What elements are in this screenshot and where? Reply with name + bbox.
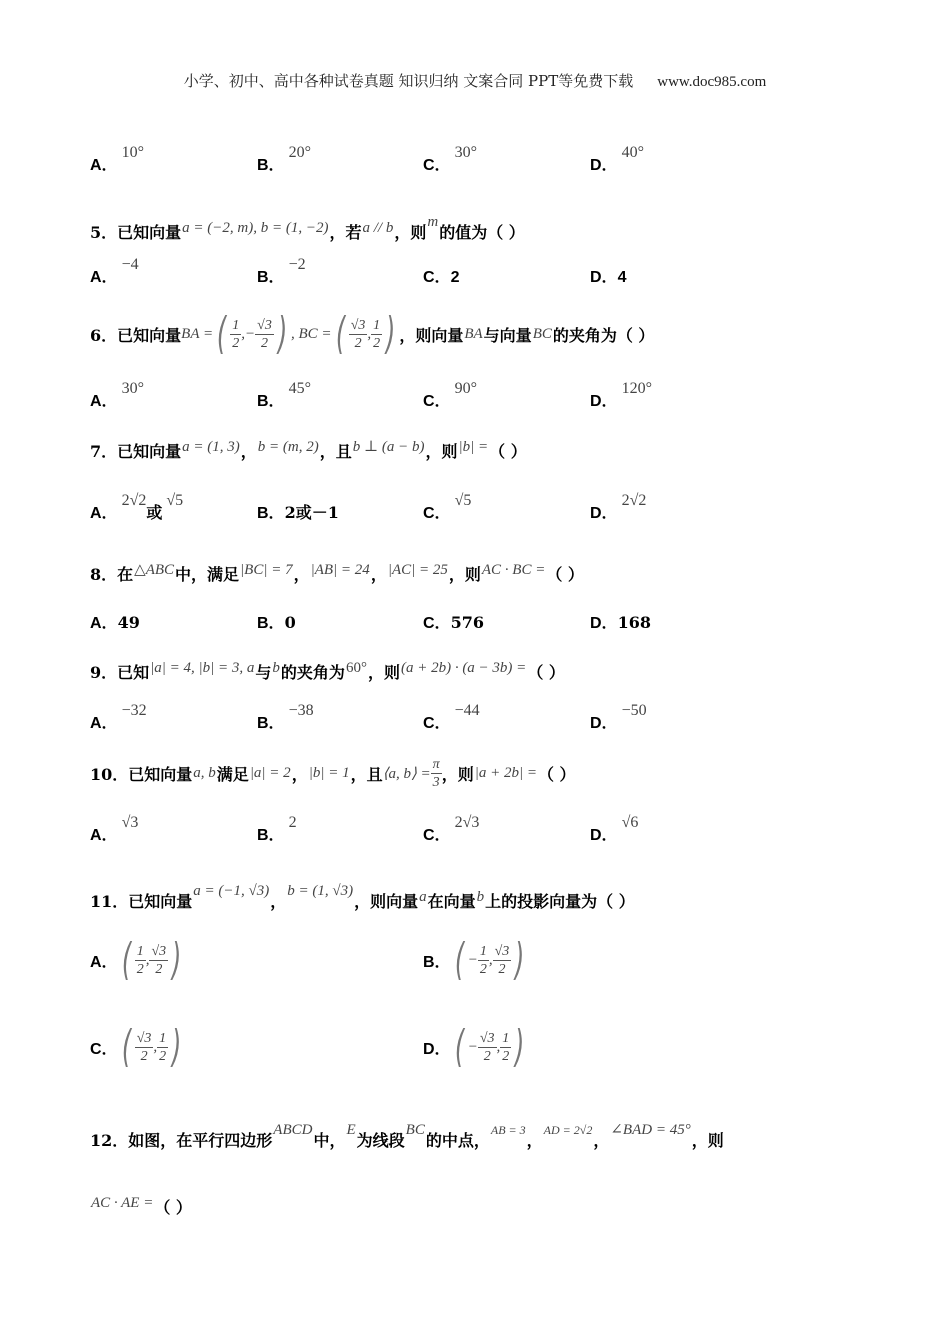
q10-option-d: D．√6 bbox=[590, 814, 639, 844]
q7-option-a: A．2√2或√5 bbox=[90, 492, 184, 522]
question-12: 12．如图，在平行四边形ABCD中，E为线段BC的中点，$^{AB = 3}$，$^{AD = 2√2}$，∠BAD = 45°，则 bbox=[90, 1122, 724, 1150]
q10-angle: ⟨a, b⟩ = $\frac{\pi}{3}$ bbox=[382, 756, 440, 790]
question-8: 8．在△ABC中，满足|BC| = 7，|AB| = 24，|AC| = 25，则AC · BC =（ ） bbox=[90, 562, 584, 584]
q11-option-b: B． ( − $\frac{1}{2}$ , $\frac{√3}{2}$ ) bbox=[423, 934, 525, 985]
q8-option-a: A．49 bbox=[90, 613, 140, 632]
question-12-cont: AC · AE =（ ） bbox=[91, 1195, 192, 1217]
q4-option-a: A．10° bbox=[90, 144, 144, 174]
q9-option-b: B．−38 bbox=[257, 702, 314, 732]
page-header bbox=[0, 70, 950, 91]
header-site: www.doc985.com bbox=[657, 74, 767, 90]
question-9: 9．已知|a| = 4, |b| = 3, a与b的夹角为60°，则(a + 2b) · (a − 3b) =（ ） bbox=[90, 660, 565, 682]
q6-ba-vector: BA = ( $\frac{1}{2}$ ,− $\frac{√3}{2}$ ) , BC = ( $\frac{√3}{2}$ , $\frac{1}{2}$ ) bbox=[181, 308, 396, 359]
q5-option-c: C．2 bbox=[423, 269, 460, 286]
q5-option-a: A．−4 bbox=[90, 256, 139, 286]
q8-option-b: B．0 bbox=[257, 613, 296, 632]
question-6: 6． 已知向量 BA = ( $\frac{1}{2}$ ,− $\frac{√3}{2}$ ) , BC = ( $\frac{√3}{2}$ , $\frac{1}{2}$ ) ，则向量 BA 与向量 BC 的夹角为（ ） bbox=[90, 308, 655, 359]
question-5: 5．已知向量a = (−2, m), b = (1, −2)，若a // b，则m的值为（ ） bbox=[90, 214, 525, 242]
header-text: 小学、初中、高中各种试卷真题 知识归纳 文案合同 PPT等免费下载 bbox=[183, 72, 634, 90]
q8-option-d: D．168 bbox=[590, 613, 651, 632]
q10-option-a: A．√3 bbox=[90, 814, 139, 844]
q4-option-b: B．20° bbox=[257, 144, 311, 174]
q6-option-c: C．90° bbox=[423, 380, 477, 410]
q9-option-d: D．−50 bbox=[590, 702, 647, 732]
q8-option-c: C．576 bbox=[423, 613, 484, 632]
q5-option-d: D．4 bbox=[590, 269, 627, 286]
question-10: 10． 已知向量 a, b 满足 |a| = 2 ， |b| = 1 ，且 ⟨a, b⟩ = $\frac{\pi}{3}$ ，则 |a + 2b| = （ ） bbox=[90, 756, 576, 790]
q7-option-d: D．2√2 bbox=[590, 492, 647, 522]
q10-option-c: C．2√3 bbox=[423, 814, 480, 844]
q6-option-b: B．45° bbox=[257, 380, 311, 410]
q4-option-c: C．30° bbox=[423, 144, 477, 174]
q10-option-b: B．2 bbox=[257, 814, 297, 844]
q7-option-c: C．√5 bbox=[423, 492, 472, 522]
q4-option-d: D．40° bbox=[590, 144, 644, 174]
q6-option-a: A．30° bbox=[90, 380, 144, 410]
q9-option-a: A．−32 bbox=[90, 702, 147, 732]
q7-option-b: B．2或－1 bbox=[257, 503, 339, 522]
q11-option-c: C． ( $\frac{√3}{2}$ , $\frac{1}{2}$ ) bbox=[90, 1021, 182, 1072]
question-7: 7．已知向量a = (1, 3)，b = (m, 2)，且b ⊥ (a − b)，则|b| =（ ） bbox=[90, 439, 527, 461]
question-11: 11．已知向量a = (−1, √3)，b = (1, √3)，则向量a在向量b上的投影向量为（ ） bbox=[90, 883, 635, 911]
q6-option-d: D．120° bbox=[590, 380, 652, 410]
q5-option-b: B．−2 bbox=[257, 256, 306, 286]
q11-option-a: A． ( $\frac{1}{2}$ , $\frac{√3}{2}$ ) bbox=[90, 934, 182, 985]
q9-option-c: C．−44 bbox=[423, 702, 480, 732]
q11-option-d: D． ( − $\frac{√3}{2}$ , $\frac{1}{2}$ ) bbox=[423, 1021, 525, 1072]
